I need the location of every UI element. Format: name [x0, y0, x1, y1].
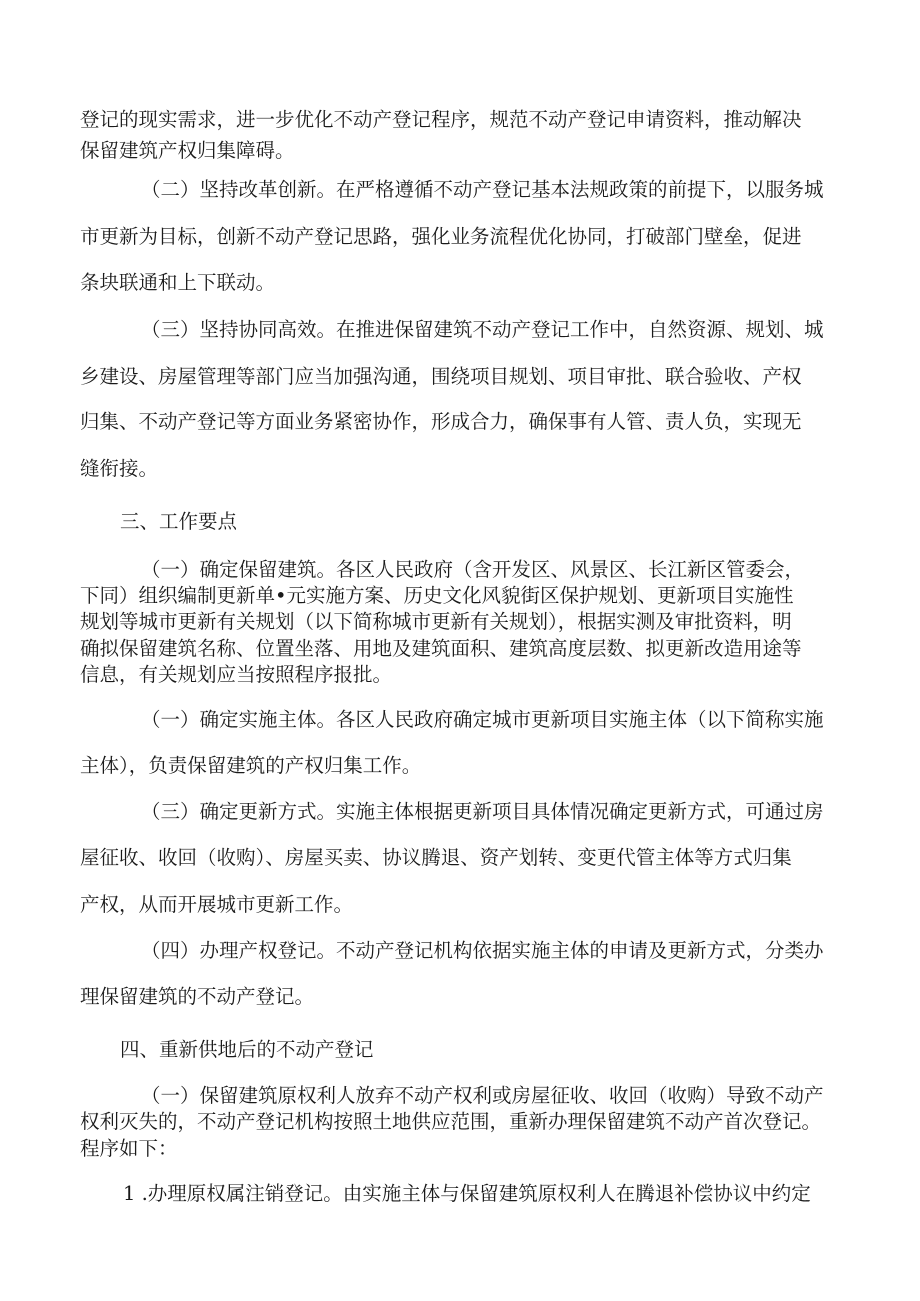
text-line: 归集、不动产登记等方面业务紧密协作，形成合力，确保事有人管、责人负，实现无	[80, 410, 802, 433]
text-line: 缝衔接。	[80, 457, 159, 480]
text-line: 程序如下：	[80, 1137, 178, 1160]
text-line: 权利灭失的，不动产登记机构按照土地供应范围，重新办理保留建筑不动产首次登记。	[80, 1110, 822, 1133]
text-line: （一）保留建筑原权利人放弃不动产权利或房屋征收、收回（收购）导致不动产	[141, 1084, 824, 1107]
text-line: 理保留建筑的不动产登记。	[80, 985, 315, 1008]
text-line: （一）确定实施主体。各区人民政府确定城市更新项目实施主体（以下简称实施	[141, 708, 824, 731]
text-line: 确拟保留建筑名称、位置坐落、用地及建筑面积、建筑高度层数、拟更新改造用途等	[80, 637, 802, 660]
text-line: 登记的现实需求，进一步优化不动产登记程序，规范不动产登记申请资料，推动解决	[80, 108, 802, 131]
text-line: 屋征收、收回（收购）、房屋买卖、协议腾退、资产划转、变更代管主体等方式归集	[80, 846, 792, 869]
text-line: 规划等城市更新有关规划（以下简称城市更新有关规划），根据实测及审批资料，明	[80, 610, 792, 633]
text-line: 保留建筑产权归集障碍。	[80, 139, 295, 162]
section-heading: 三、工作要点	[120, 510, 238, 533]
text-line: 主体），负责保留建筑的产权归集工作。	[80, 754, 422, 777]
text-line: 下同）组织编制更新单•元实施方案、历史文化风貌街区保护规划、更新项目实施性	[80, 584, 794, 607]
text-line: 产权，从而开展城市更新工作。	[80, 893, 354, 916]
section-heading: 四、重新供地后的不动产登记	[120, 1038, 374, 1061]
text-line: （一）确定保留建筑。各区人民政府（含开发区、风景区、长江新区管委会，	[141, 558, 805, 581]
text-line: （三）确定更新方式。实施主体根据更新项目具体情况确定更新方式，可通过房	[141, 800, 824, 823]
text-line: 市更新为目标，创新不动产登记思路，强化业务流程优化协同，打破部门壁垒，促进	[80, 225, 802, 248]
text-line: （二）坚持改革创新。在严格遵循不动产登记基本法规政策的前提下，以服务城	[141, 178, 824, 201]
text-line: 1 .办理原权属注销登记。由实施主体与保留建筑原权利人在腾退补偿协议中约定	[123, 1182, 811, 1205]
text-line: （四）办理产权登记。不动产登记机构依据实施主体的申请及更新方式，分类办	[141, 939, 824, 962]
text-line: 信息，有关规划应当按照程序报批。	[80, 663, 393, 686]
text-line: （三）坚持协同高效。在推进保留建筑不动产登记工作中，自然资源、规划、城	[141, 318, 824, 341]
text-line: 条块联通和上下联动。	[80, 271, 276, 294]
text-line: 乡建设、房屋管理等部门应当加强沟通，围绕项目规划、项目审批、联合验收、产权	[80, 365, 802, 388]
